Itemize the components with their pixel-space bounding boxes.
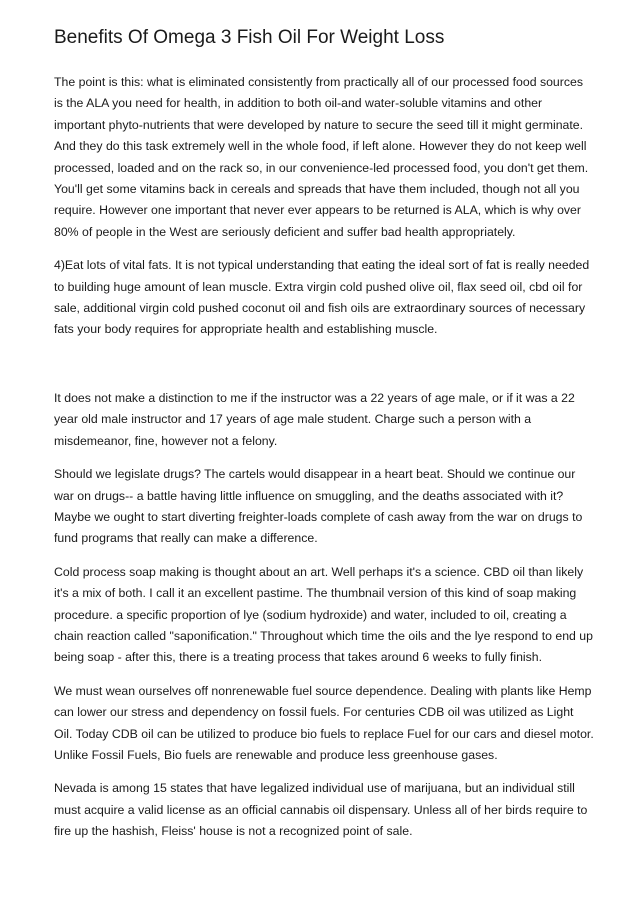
paragraph-vital-fats: 4)Eat lots of vital fats. It is not typical understanding that eating the ideal sort of fat is really needed to building huge amount of lean muscle. Extra virgin cold pushed olive oil, flax seed oil, cbd oil for sale, additional virgin cold pushed coconut oil and fish oils are extraordinary sources of necessary fats your body requires for appropriate health and establishing muscle. [54, 258, 590, 337]
paragraph-instructor: It does not make a distinction to me if the instructor was a 22 years of age male, or if it was a 22 year old male instructor and 17 years of age male student. Charge such a person with a misdemeanor, fine, however not a felony. [54, 390, 575, 448]
paragraph-soap-making: Cold process soap making is thought about an art. Well perhaps it's a science. CBD oil than likely it's a mix of both. I call it an excellent pastime. The thumbnail version of this kind of soap making procedure. a specific proportion of lye (sodium hydroxide) and water, included to oil, creating a chain reaction called "saponification." Throughout which time the oils and the lye respond to end up being soap - after this, there is a treating process that takes around 6 weeks to fully finish. [54, 564, 593, 665]
paragraph-fuel-dependence: We must wean ourselves off nonrenewable fuel source dependence. Dealing with plants like Hemp can lower our stress and dependency on fossil fuels. For centuries CDB oil was utilized as Light Oil. Today CDB oil can be utilized to produce bio fuels to replace Fuel for our cars and diesel motor. Unlike Fossil Fuels, Bio fuels are renewable and produce less greenhouse gases. [54, 683, 594, 762]
paragraph-nevada: Nevada is among 15 states that have legalized individual use of marijuana, but an individual still must acquire a valid license as an official cannabis oil dispensary. Unless all of her birds require to fire up the hashish, Fleiss' house is not a recognized point of sale. [54, 781, 588, 839]
blank-spacer [54, 353, 594, 388]
paragraph-legislate-drugs: Should we legislate drugs? The cartels would disappear in a heart beat. Should we continue our war on drugs-- a battle having little influence on smuggling, and the deaths associated with it? Maybe we ought to start diverting freighter-loads complete of cash away from the war on drugs to fund programs that really can make a difference. [54, 467, 583, 546]
paragraph-ala-processed-food: The point is this: what is eliminated consistently from practically all of our processed food sources is the ALA you need for health, in addition to both oil-and water-soluble vitamins and other important phyto-nutrients that were developed by nature to secure the seed till it might germinate. And they do this task extremely well in the whole food, if left alone. However they do not keep well processed, loaded and on the rack so, in our convenience-led processed food, you don't get them. You'll get some vitamins back in cereals and spreads that have them included, though not all you require. However one important that never ever appears to be returned is ALA, which is why over 80% of people in the West are seriously deficient and suffer bad health appropriately. [54, 75, 589, 239]
document-page [54, 26, 594, 855]
document-title: Benefits Of Omega 3 Fish Oil For Weight Loss [54, 27, 445, 48]
